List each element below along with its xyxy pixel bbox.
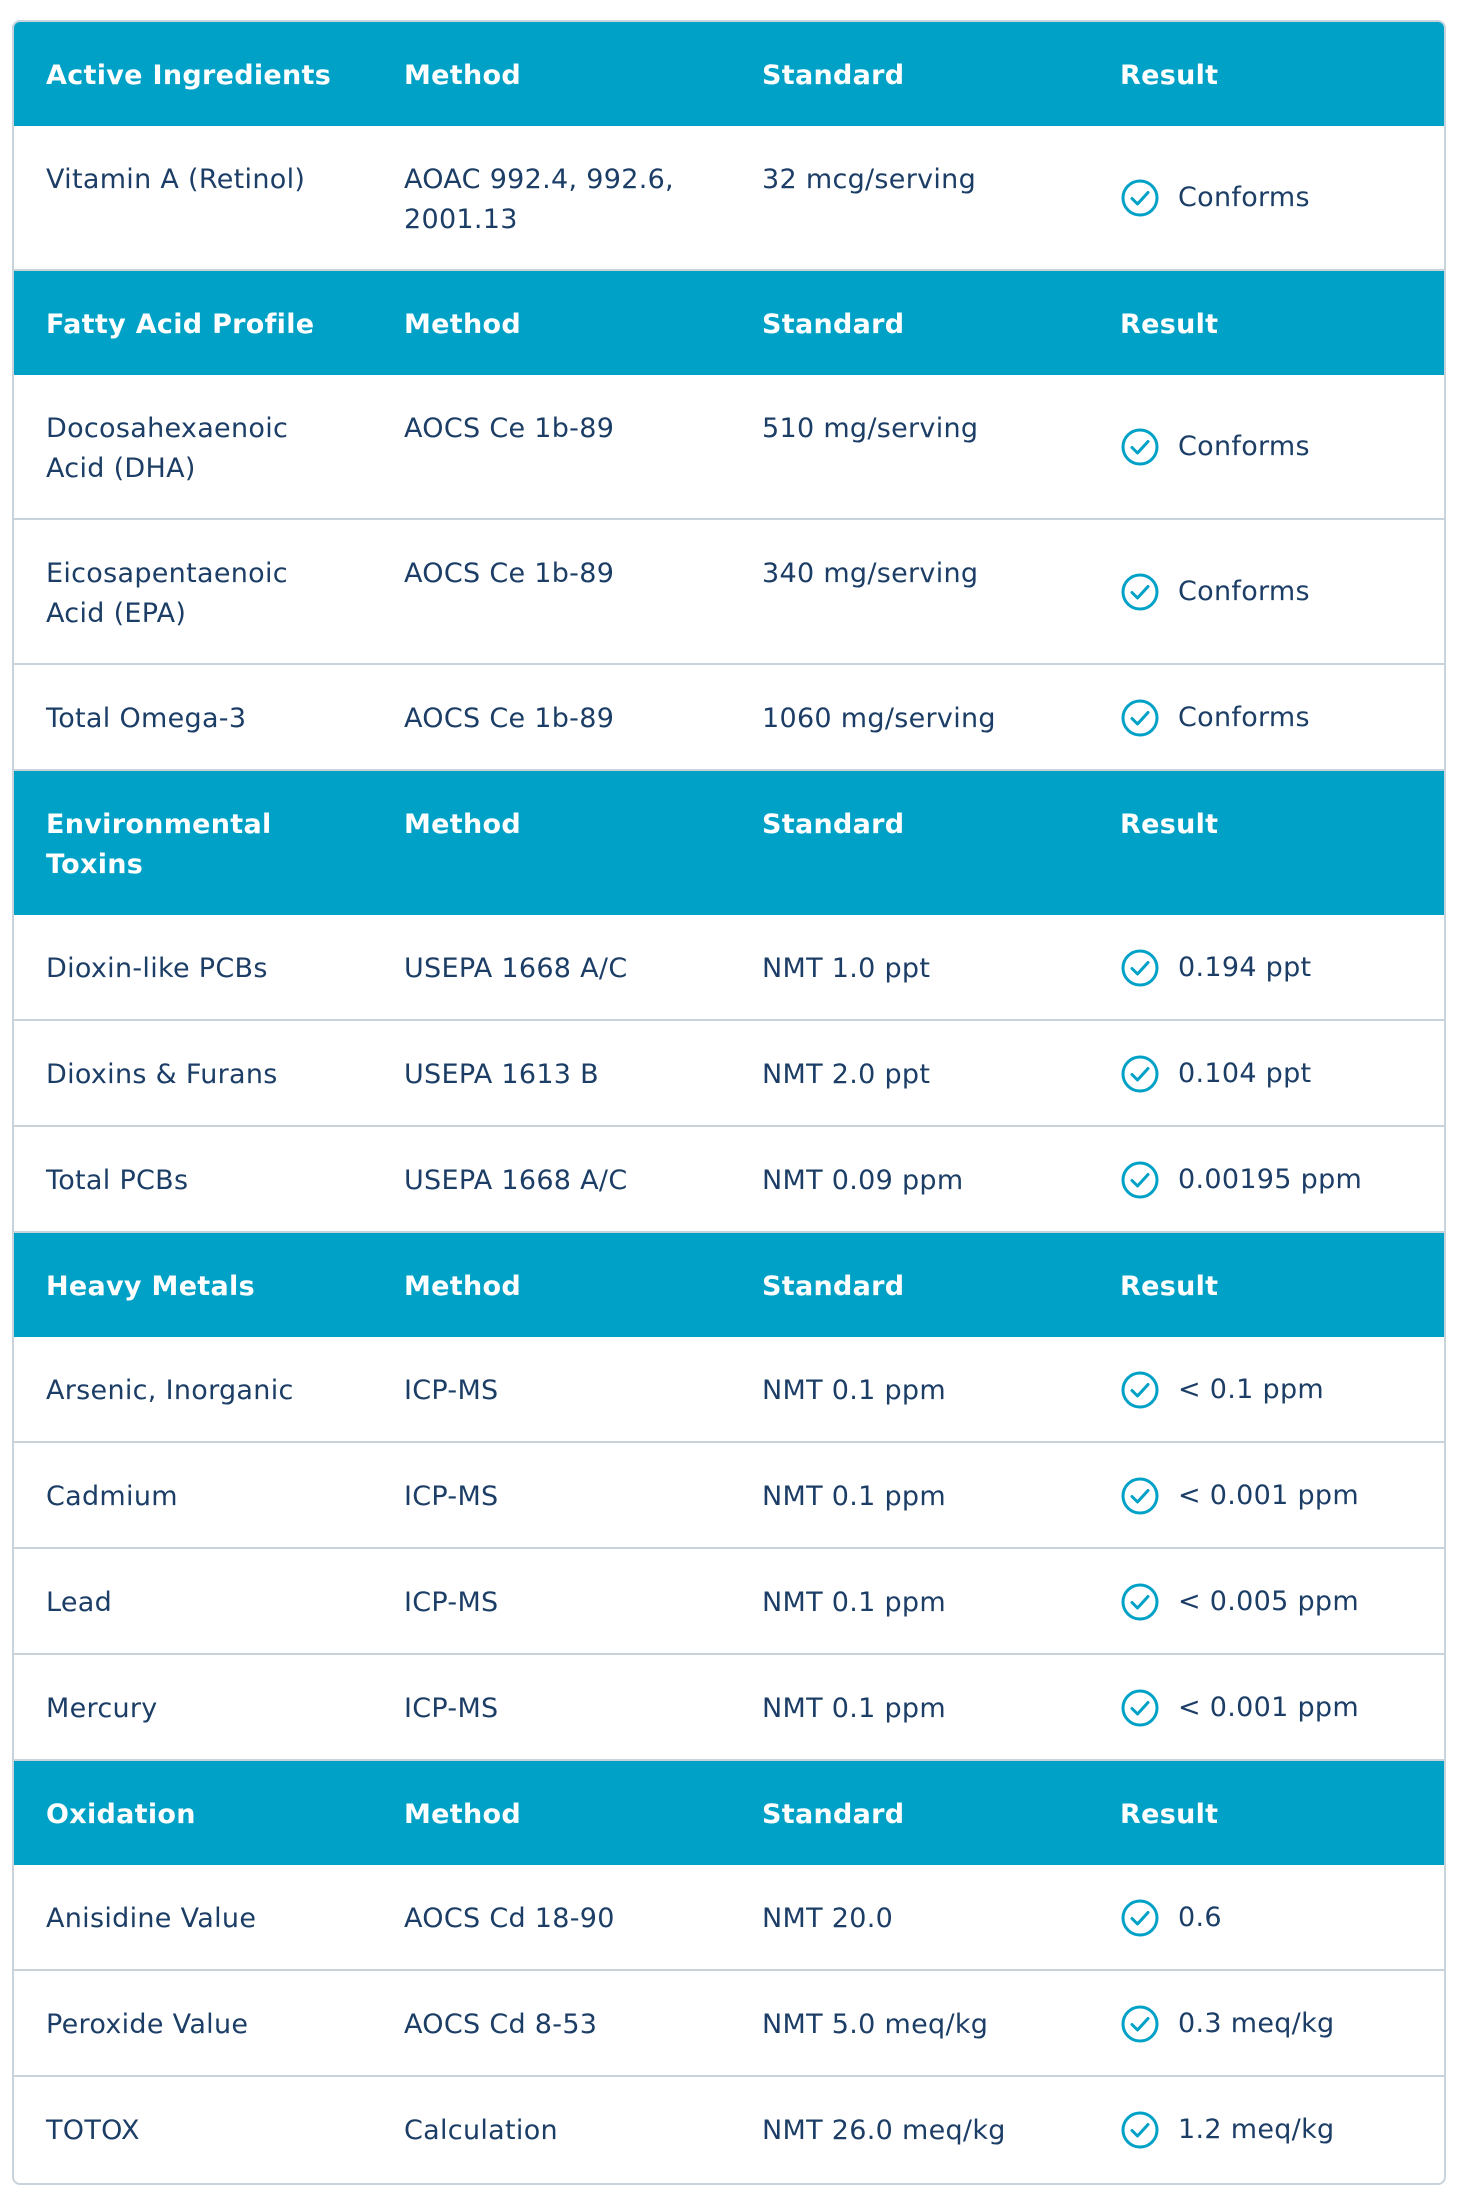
result-value: < 0.1 ppm: [1178, 1374, 1325, 1405]
test-name: Anisidine Value: [46, 1903, 257, 1934]
test-result: [1088, 375, 1444, 518]
method-column-header: Method: [404, 60, 521, 91]
test-results-table: [12, 20, 1446, 2185]
result-column-header: Result: [1120, 1799, 1219, 1830]
table-row: [14, 1337, 1444, 1443]
standard-column-header: Standard: [762, 809, 905, 840]
test-method: USEPA 1668 A/C: [404, 953, 628, 984]
table-row: [14, 520, 1444, 665]
test-result: [1088, 1865, 1444, 1969]
standard-column-header: Standard: [762, 1799, 905, 1830]
test-result: [1088, 2077, 1444, 2183]
test-method: Calculation: [404, 2115, 558, 2146]
result-value: < 0.005 ppm: [1178, 1586, 1359, 1617]
test-standard: NMT 0.1 ppm: [762, 1587, 946, 1618]
table-row: [14, 1127, 1444, 1233]
result-value: 0.6: [1178, 1902, 1222, 1933]
test-standard: NMT 1.0 ppt: [762, 953, 931, 984]
test-method: USEPA 1668 A/C: [404, 1165, 628, 1196]
test-method: ICP-MS: [404, 1375, 499, 1406]
check-circle-icon: [1120, 1688, 1160, 1728]
table-row: [14, 1443, 1444, 1549]
section-title: Environmental Toxins: [46, 809, 272, 880]
test-result: [1088, 1443, 1444, 1547]
test-standard: 1060 mg/serving: [762, 703, 996, 734]
table-row: [14, 1549, 1444, 1655]
check-circle-icon: [1120, 1370, 1160, 1410]
table-row: [14, 375, 1444, 520]
table-row: [14, 915, 1444, 1021]
check-circle-icon: [1120, 427, 1160, 467]
method-column-header: Method: [404, 809, 521, 840]
test-standard: NMT 0.1 ppm: [762, 1693, 946, 1724]
test-name: Lead: [46, 1587, 113, 1618]
test-standard: NMT 0.09 ppm: [762, 1165, 964, 1196]
test-standard: 510 mg/serving: [762, 413, 979, 444]
test-result: [1088, 1971, 1444, 2075]
standard-column-header: Standard: [762, 60, 905, 91]
check-circle-icon: [1120, 1160, 1160, 1200]
test-method: AOCS Cd 8-53: [404, 2009, 598, 2040]
test-method: AOCS Ce 1b-89: [404, 558, 615, 589]
standard-column-header: Standard: [762, 309, 905, 340]
check-circle-icon: [1120, 1054, 1160, 1094]
test-name: Total Omega-3: [46, 703, 247, 734]
test-name: Total PCBs: [46, 1165, 189, 1196]
test-result: [1088, 1337, 1444, 1441]
section-title: Oxidation: [46, 1799, 196, 1830]
test-result: [1088, 520, 1444, 663]
test-name: Mercury: [46, 1693, 158, 1724]
standard-column-header: Standard: [762, 1271, 905, 1302]
check-circle-icon: [1120, 2110, 1160, 2150]
test-name: TOTOX: [46, 2115, 140, 2146]
test-method: ICP-MS: [404, 1587, 499, 1618]
test-result: [1088, 665, 1444, 769]
table-row: [14, 665, 1444, 771]
result-value: 0.194 ppt: [1178, 952, 1312, 983]
table-row: [14, 126, 1444, 271]
test-method: ICP-MS: [404, 1481, 499, 1512]
result-column-header: Result: [1120, 309, 1219, 340]
result-value: Conforms: [1178, 575, 1310, 607]
test-standard: NMT 0.1 ppm: [762, 1481, 946, 1512]
test-name: Docosahexaenoic Acid (DHA): [46, 413, 289, 484]
test-result: [1088, 915, 1444, 1019]
section-header-row: [14, 271, 1444, 375]
test-standard: 32 mcg/serving: [762, 164, 977, 195]
section-header-row: [14, 771, 1444, 915]
test-name: Vitamin A (Retinol): [46, 164, 306, 195]
test-method: USEPA 1613 B: [404, 1059, 599, 1090]
result-value: 1.2 meq/kg: [1178, 2114, 1335, 2145]
method-column-header: Method: [404, 1799, 521, 1830]
section-header-row: [14, 22, 1444, 126]
test-name: Peroxide Value: [46, 2009, 249, 2040]
section-title: Heavy Metals: [46, 1271, 255, 1302]
method-column-header: Method: [404, 1271, 521, 1302]
result-column-header: Result: [1120, 809, 1219, 840]
result-value: 0.3 meq/kg: [1178, 2008, 1335, 2039]
method-column-header: Method: [404, 309, 521, 340]
section-header-row: [14, 1233, 1444, 1337]
table-row: [14, 1021, 1444, 1127]
test-result: [1088, 126, 1444, 269]
test-method: AOAC 992.4, 992.6, 2001.13: [404, 164, 674, 235]
test-name: Dioxin-like PCBs: [46, 953, 268, 984]
result-column-header: Result: [1120, 60, 1219, 91]
result-value: 0.00195 ppm: [1178, 1164, 1363, 1195]
test-standard: NMT 20.0: [762, 1903, 894, 1934]
result-value: < 0.001 ppm: [1178, 1692, 1359, 1723]
test-standard: NMT 0.1 ppm: [762, 1375, 946, 1406]
result-value: Conforms: [1178, 430, 1310, 462]
result-column-header: Result: [1120, 1271, 1219, 1302]
test-result: [1088, 1549, 1444, 1653]
result-value: < 0.001 ppm: [1178, 1480, 1359, 1511]
test-method: AOCS Cd 18-90: [404, 1903, 615, 1934]
test-standard: NMT 5.0 meq/kg: [762, 2009, 989, 2040]
check-circle-icon: [1120, 1476, 1160, 1516]
check-circle-icon: [1120, 1898, 1160, 1938]
table-row: [14, 1971, 1444, 2077]
test-name: Cadmium: [46, 1481, 178, 1512]
table-row: [14, 2077, 1444, 2183]
check-circle-icon: [1120, 178, 1160, 218]
check-circle-icon: [1120, 2004, 1160, 2044]
result-value: Conforms: [1178, 702, 1310, 733]
test-result: [1088, 1021, 1444, 1125]
test-result: [1088, 1655, 1444, 1759]
check-circle-icon: [1120, 1582, 1160, 1622]
result-value: Conforms: [1178, 181, 1310, 213]
test-result: [1088, 1127, 1444, 1231]
test-method: AOCS Ce 1b-89: [404, 703, 615, 734]
check-circle-icon: [1120, 572, 1160, 612]
section-title: Fatty Acid Profile: [46, 309, 315, 340]
test-method: ICP-MS: [404, 1693, 499, 1724]
test-name: Dioxins & Furans: [46, 1059, 278, 1090]
test-method: AOCS Ce 1b-89: [404, 413, 615, 444]
section-header-row: [14, 1761, 1444, 1865]
check-circle-icon: [1120, 698, 1160, 738]
test-standard: NMT 26.0 meq/kg: [762, 2115, 1006, 2146]
check-circle-icon: [1120, 948, 1160, 988]
test-standard: NMT 2.0 ppt: [762, 1059, 931, 1090]
section-title: Active Ingredients: [46, 60, 332, 91]
table-row: [14, 1865, 1444, 1971]
table-row: [14, 1655, 1444, 1761]
test-name: Eicosapentaenoic Acid (EPA): [46, 558, 288, 629]
result-value: 0.104 ppt: [1178, 1058, 1312, 1089]
test-name: Arsenic, Inorganic: [46, 1375, 294, 1406]
test-standard: 340 mg/serving: [762, 558, 979, 589]
